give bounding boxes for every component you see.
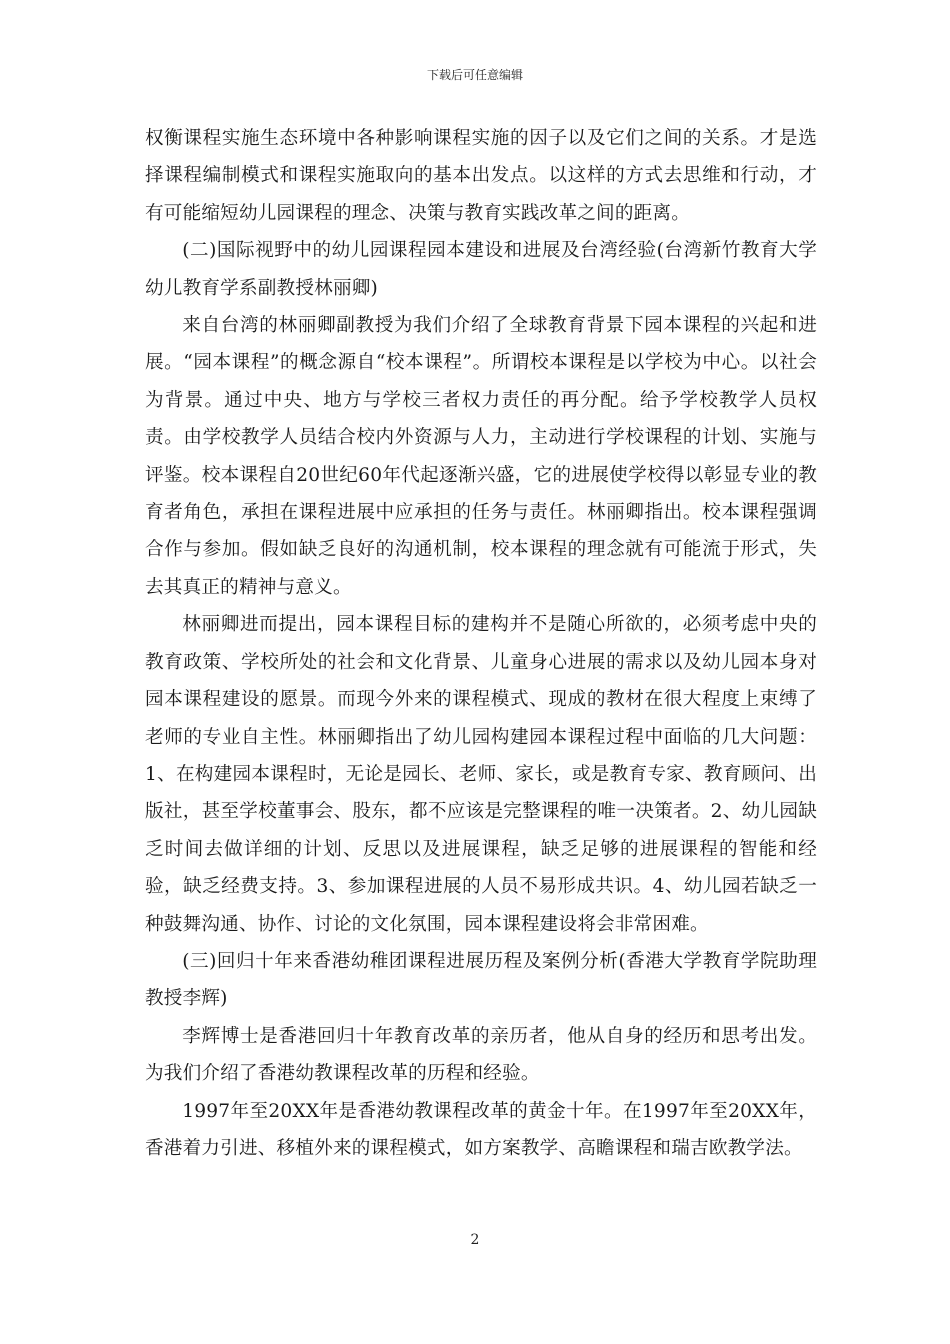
paragraph: 李辉博士是香港回归十年教育改革的亲历者，他从自身的经历和思考出发。为我们介绍了香港幼教课程改革的历程和经验。 <box>145 1025 817 1085</box>
section-heading-3: (三)回归十年来香港幼稚团课程进展历程及案例分析(香港大学教育学院助理教授李辉) <box>145 950 817 1010</box>
paragraph: 林丽卿进而提出，园本课程目标的建构并不是随心所欲的，必须考虑中央的教育政策、学校所处的社会和文化背景、儿童身心进展的需求以及幼儿园本身对园本课程建设的愿景。而现今外来的课程模式、现成的教材在很大程度上束缚了老师的专业自主性。林丽卿指出了幼儿园构建园本课程过程中面临的几大问题：1、在构建园本课程时，无论是园长、老师、家长，或是教育专家、教育顾问、出版社，甚至学校董事会、股东，都不应该是完整课程的唯一决策者。2、幼儿园缺乏时间去做详细的计划、反思以及进展课程，缺乏足够的进展课程的智能和经验，缺乏经费支持。3、参加课程进展的人员不易形成共识。4、幼儿园若缺乏一种鼓舞沟通、协作、讨论的文化氛围，园本课程建设将会非常困难。 <box>145 614 817 935</box>
body-text <box>145 120 817 1167</box>
paragraph: 1997年至20XX年是香港幼教课程改革的黄金十年。在1997年至20XX年，香港着力引进、移植外来的课程模式，如方案教学、高瞻课程和瑞吉欧教学法。 <box>145 1100 817 1159</box>
paragraph-continuation: 权衡课程实施生态环境中各种影响课程实施的因子以及它们之间的关系。才是选择课程编制模式和课程实施取向的基本出发点。以这样的方式去思维和行动，才有可能缩短幼儿园课程的理念、决策与教育实践改革之间的距离。 <box>145 128 817 224</box>
page-number: 2 <box>470 1232 480 1248</box>
section-heading-2: (二)国际视野中的幼儿园课程园本建设和进展及台湾经验(台湾新竹教育大学幼儿教育学系副教授林丽卿) <box>145 240 817 299</box>
paragraph: 来自台湾的林丽卿副教授为我们介绍了全球教育背景下园本课程的兴起和进展。“园本课程”的概念源自“校本课程”。所谓校本课程是以学校为中心。以社会为背景。通过中央、地方与学校三者权力责任的再分配。给予学校教学人员权责。由学校教学人员结合校内外资源与人力，主动进行学校课程的计划、实施与评鉴。校本课程自20世纪60年代起逐渐兴盛，它的进展使学校得以彰显专业的教育者角色，承担在课程进展中应承担的任务与责任。林丽卿指出。校本课程强调合作与参加。假如缺乏良好的沟通机制，校本课程的理念就有可能流于形式，失去其真正的精神与意义。 <box>145 315 817 598</box>
page-header: 下载后可任意编辑 <box>426 68 523 82</box>
